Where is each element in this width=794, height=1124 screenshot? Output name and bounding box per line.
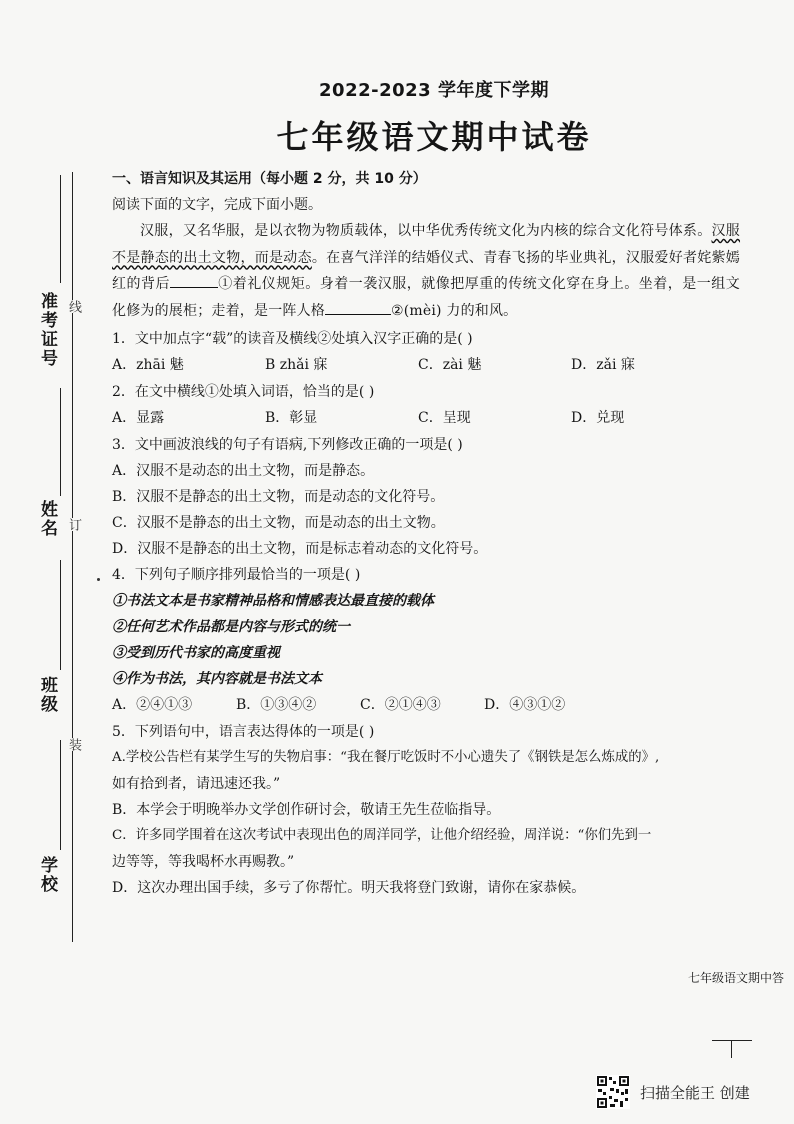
blank-1[interactable] <box>170 273 218 288</box>
binding-mark-ding: 订 <box>66 518 81 531</box>
instruction: 阅读下面的文字，完成下面小题。 <box>112 197 322 213</box>
q4-option-b[interactable]: B．①③④② <box>236 697 317 713</box>
scanner-watermark: 扫描全能王 创建 <box>640 1084 750 1102</box>
question-3-stem: 3．文中画波浪线的句子有语病,下列修改正确的一项是( ) <box>112 437 463 453</box>
binding-margin <box>0 0 105 1124</box>
blank-2[interactable] <box>325 300 391 315</box>
passage-part-2: 。在喜气洋洋的结婚仪式、青春飞扬的毕业典礼，汉服爱好者姹紫嫣红的背后 <box>112 249 740 292</box>
q2-option-c[interactable]: C．呈现 <box>418 410 471 426</box>
binding-line <box>72 172 73 942</box>
qr-code-icon <box>596 1075 630 1109</box>
exam-title: 七年级语文期中试卷 <box>276 118 592 156</box>
candidate-no-line <box>60 175 61 283</box>
q1-option-d[interactable]: D．zǎi 寐 <box>571 357 635 373</box>
q1-option-c[interactable]: C．zài 魅 <box>418 357 482 373</box>
q4-sentence-2: ②任何艺术作品都是内容与形式的统一 <box>112 619 350 635</box>
binding-mark-zhuang: 装 <box>66 738 81 751</box>
section-heading: 一、语言知识及其运用（每小题 2 分，共 10 分） <box>112 171 427 187</box>
question-1-options <box>112 352 740 379</box>
corner-tick <box>731 1040 732 1058</box>
reading-passage <box>112 218 740 324</box>
school-label: 学校 <box>37 856 57 894</box>
question-4-options <box>112 692 740 719</box>
section-1 <box>112 166 740 901</box>
q4-sentence-4: ④作为书法，其内容就是书法文本 <box>112 671 322 687</box>
q5-option-c-cont: 边等等，等我喝杯水再赐教。” <box>112 854 295 870</box>
q5-option-c[interactable]: C．许多同学围着在这次考试中表现出色的周洋同学，让他介绍经验，周洋说：“你们先到一 <box>112 828 652 843</box>
question-4-stem: 4．下列句子顺序排列最恰当的一项是( ) <box>112 567 361 583</box>
class-line <box>60 560 61 670</box>
q3-option-a[interactable]: A．汉服不是动态的出土文物，而是静态。 <box>112 463 375 479</box>
question-1-stem: 1．文中加点字“载”的读音及横线②处填入汉字正确的是( ) <box>112 331 473 347</box>
passage-part-3: ①着礼仪规矩。身着一袭汉服，就像把厚重的传统文化穿在身上。坐着，是一组文化修为的展柜；走着，是一阵人格 <box>112 276 740 319</box>
q2-option-d[interactable]: D．兑现 <box>571 410 625 426</box>
q2-option-a[interactable]: A．显露 <box>112 410 165 426</box>
q4-option-d[interactable]: D．④③①② <box>484 697 566 713</box>
page-footer-tag: 七年级语文期中答 <box>688 971 785 985</box>
q5-option-d[interactable]: D．这次办理出国手续，多亏了你帮忙。明天我将登门致谢，请你在家恭候。 <box>112 880 586 896</box>
question-5-stem: 5．下列语句中，语言表达得体的一项是( ) <box>112 724 375 740</box>
q5-option-b[interactable]: B．本学会于明晚举办文学创作研讨会，敬请王先生莅临指导。 <box>112 802 501 818</box>
name-line <box>60 388 61 496</box>
q4-sentence-3: ③受到历代书家的高度重视 <box>112 645 280 661</box>
q5-option-a-cont: 如有拾到者，请迅速还我。” <box>112 776 281 792</box>
question-2-stem: 2．在文中横线①处填入词语，恰当的是( ) <box>112 384 375 400</box>
q1-option-b[interactable]: B zhǎi 寐 <box>265 357 328 373</box>
q2-option-b[interactable]: B．彰显 <box>265 410 318 426</box>
binding-mark-line: 线 <box>66 300 81 313</box>
candidate-no-label: 准考证号 <box>37 292 57 368</box>
q4-option-c[interactable]: C．②①④③ <box>360 697 441 713</box>
passage-part-1: 汉服，又名华服，是以衣物为物质载体，以中华优秀传统文化为内核的综合文化符号体系。 <box>140 223 712 239</box>
stray-dot <box>97 578 100 581</box>
class-label: 班级 <box>37 676 57 714</box>
q3-option-b[interactable]: B．汉服不是静态的出土文物，而是动态的文化符号。 <box>112 489 445 505</box>
q3-option-c[interactable]: C．汉服不是静态的出土文物，而是动态的出土文物。 <box>112 515 445 531</box>
wavy-sentence: 汉服不是静态的出土文物，而是动态 <box>112 223 741 266</box>
passage-part-4: ②(mèi) 力的和风。 <box>391 302 518 319</box>
q3-option-d[interactable]: D．汉服不是静态的出土文物，而是标志着动态的文化符号。 <box>112 541 488 557</box>
q4-option-a[interactable]: A．②④①③ <box>112 697 193 713</box>
question-2-options <box>112 405 740 432</box>
q1-option-a[interactable]: A．zhāi 魅 <box>112 357 184 373</box>
q5-option-a[interactable]: A.学校公告栏有某学生写的失物启事：“我在餐厅吃饭时不小心遗失了《钢铁是怎么炼成的》, <box>112 750 660 765</box>
corner-line <box>712 1040 752 1041</box>
q4-sentence-1: ①书法文本是书家精神品格和情感表达最直接的载体 <box>112 593 434 609</box>
exam-year: 2022-2023 学年度下学期 <box>319 80 549 101</box>
school-line <box>60 740 61 850</box>
name-label: 姓名 <box>37 500 57 538</box>
